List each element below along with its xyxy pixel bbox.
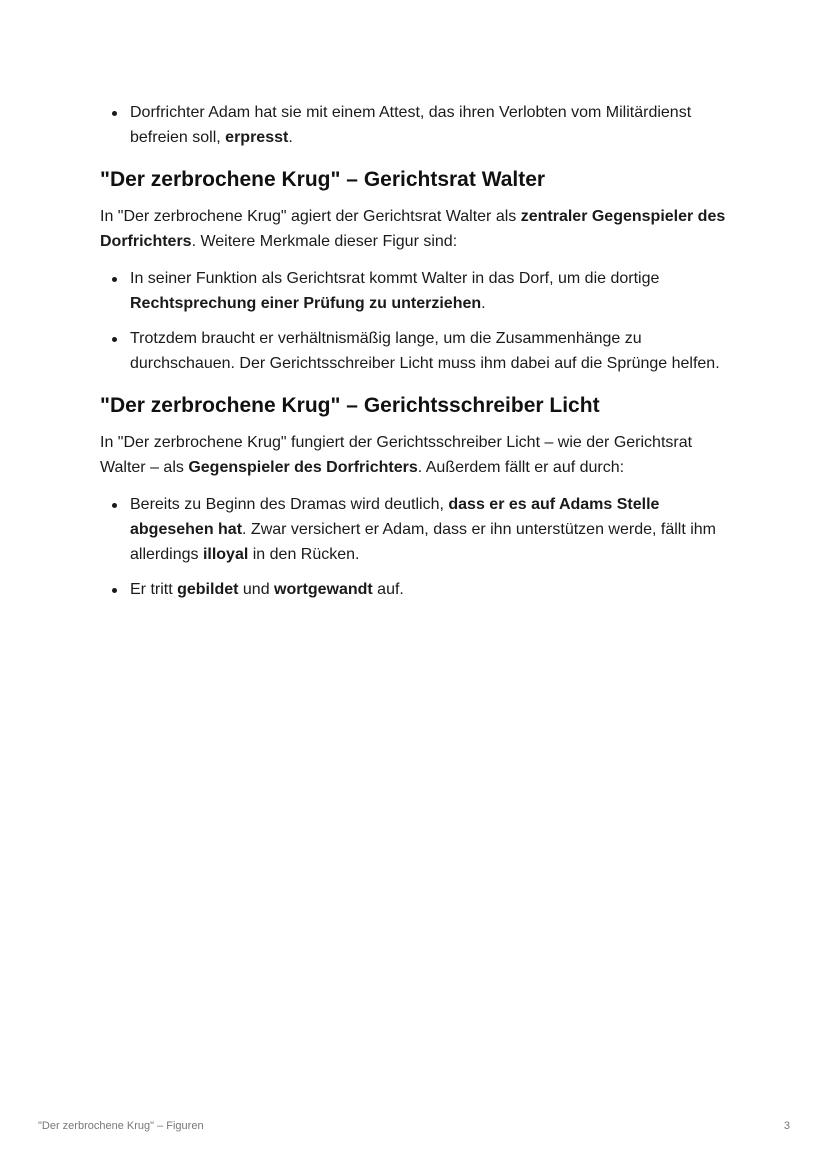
list-item: Dorfrichter Adam hat sie mit einem Attest, das ihren Verlobten vom Militärdienst befreien soll, erpresst. — [100, 100, 730, 150]
list-item: Bereits zu Beginn des Dramas wird deutlich, dass er es auf Adams Stelle abgesehen hat. Zwar versichert er Adam, dass er ihn unterstützen werde, fällt ihm allerdings illoyal in den Rücken. — [100, 492, 730, 567]
bullet-list-licht — [100, 492, 730, 602]
intro-walter: In "Der zerbrochene Krug" agiert der Gerichtsrat Walter als zentraler Gegenspieler des Dorfrichters. Weitere Merkmale dieser Figur sind: — [100, 208, 726, 250]
list-item: In seiner Funktion als Gerichtsrat kommt Walter in das Dorf, um die dortige Rechtsprechung einer Prüfung zu unterziehen. — [100, 266, 730, 316]
intro-licht: In "Der zerbrochene Krug" fungiert der Gerichtsschreiber Licht – wie der Gerichtsrat Walter – als Gegenspieler des Dorfrichters. Außerdem fällt er auf durch: — [100, 434, 693, 476]
document-body — [100, 100, 730, 612]
bullet-list-walter — [100, 266, 730, 376]
heading-gerichtsschreiber-licht: "Der zerbrochene Krug" – Gerichtsschreiber Licht — [100, 394, 600, 417]
footer-title: "Der zerbrochene Krug" – Figuren — [38, 1120, 204, 1132]
heading-gerichtsrat-walter: "Der zerbrochene Krug" – Gerichtsrat Walter — [100, 168, 546, 191]
list-item: Er tritt gebildet und wortgewandt auf. — [100, 577, 730, 602]
bullet-list-adam — [100, 100, 730, 150]
page-number: 3 — [783, 1120, 790, 1132]
list-item: Trotzdem braucht er verhältnismäßig lange, um die Zusammenhänge zu durchschauen. Der Gerichtsschreiber Licht muss ihm dabei auf die Sprünge helfen. — [100, 326, 730, 376]
